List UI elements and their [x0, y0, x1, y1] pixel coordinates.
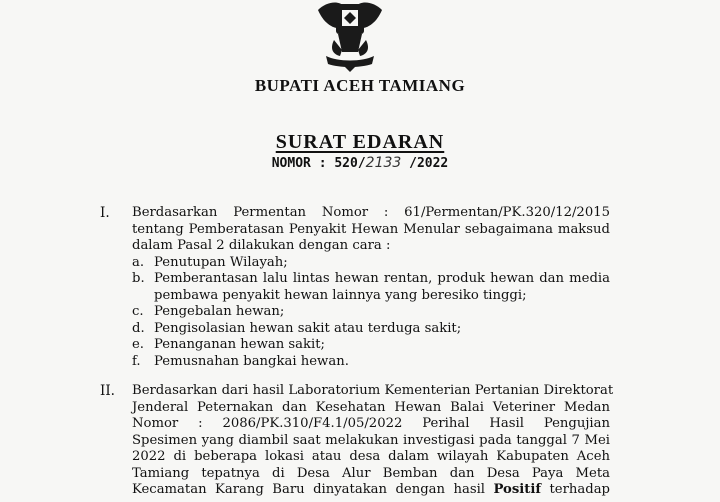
- section-1-line: tentang Pemberatasan Penyakit Hewan Menular sebagaimana maksud: [132, 221, 610, 237]
- list-item: d. Pengisolasian hewan sakit atau terduga sakit;: [132, 320, 462, 336]
- measures-list: [132, 255, 610, 371]
- section-1-line: dalam Pasal 2 dilakukan dengan cara :: [132, 238, 391, 253]
- number-suffix: /2022: [401, 156, 449, 171]
- issuer-heading: BUPATI ACEH TAMIANG: [254, 76, 466, 95]
- section-2-line: Jenderal Peternakan dan Kesehatan Hewan Balai Veteriner Medan: [132, 399, 610, 415]
- list-item: f. Pemusnahan bangkai hewan.: [132, 353, 349, 369]
- number-prefix: NOMOR : 520/: [271, 156, 366, 171]
- section-2-line: 2022 di beberapa lokasi atau desa dalam wilayah Kabupaten Aceh: [132, 449, 610, 464]
- section-2-line: Berdasarkan dari hasil Laboratorium Kementerian Pertanian Direktorat: [132, 383, 614, 398]
- document-number: [0, 155, 720, 171]
- section-2-line: Spesimen yang diambil saat melakukan investigasi pada tanggal 7 Mei: [132, 432, 610, 448]
- number-handwritten: 2133: [365, 155, 402, 171]
- section-1-numeral: I.: [100, 205, 110, 221]
- section-2-body: [132, 383, 614, 499]
- list-item: b. Pemberantasan lalu lintas hewan rentan, produk hewan dan media pembawa penyakit hewan lainnya yang beresiko tinggi;: [132, 271, 610, 303]
- section-2-line: Nomor : 2086/PK.310/F4.1/05/2022 Perihal Hasil Pengujian: [132, 416, 610, 431]
- document-title: SURAT EDARAN: [275, 131, 445, 153]
- section-2-numeral: II.: [100, 383, 115, 399]
- section-2-line: Tamiang tepatnya di Desa Alur Bemban dan Desa Paya Meta: [132, 465, 610, 481]
- list-item: a. Penutupan Wilayah;: [132, 254, 288, 270]
- garuda-emblem-icon: [312, 0, 388, 72]
- list-item: e. Penanganan hewan sakit;: [132, 337, 325, 352]
- section-1-line: Berdasarkan Permentan Nomor : 61/Permentan/PK.320/12/2015: [132, 205, 610, 220]
- section-1-body: [132, 205, 610, 370]
- list-item: c. Pengebalan hewan;: [132, 304, 285, 319]
- section-2-line: Kecamatan Karang Baru dinyatakan dengan hasil Positif terhadap: [132, 482, 610, 497]
